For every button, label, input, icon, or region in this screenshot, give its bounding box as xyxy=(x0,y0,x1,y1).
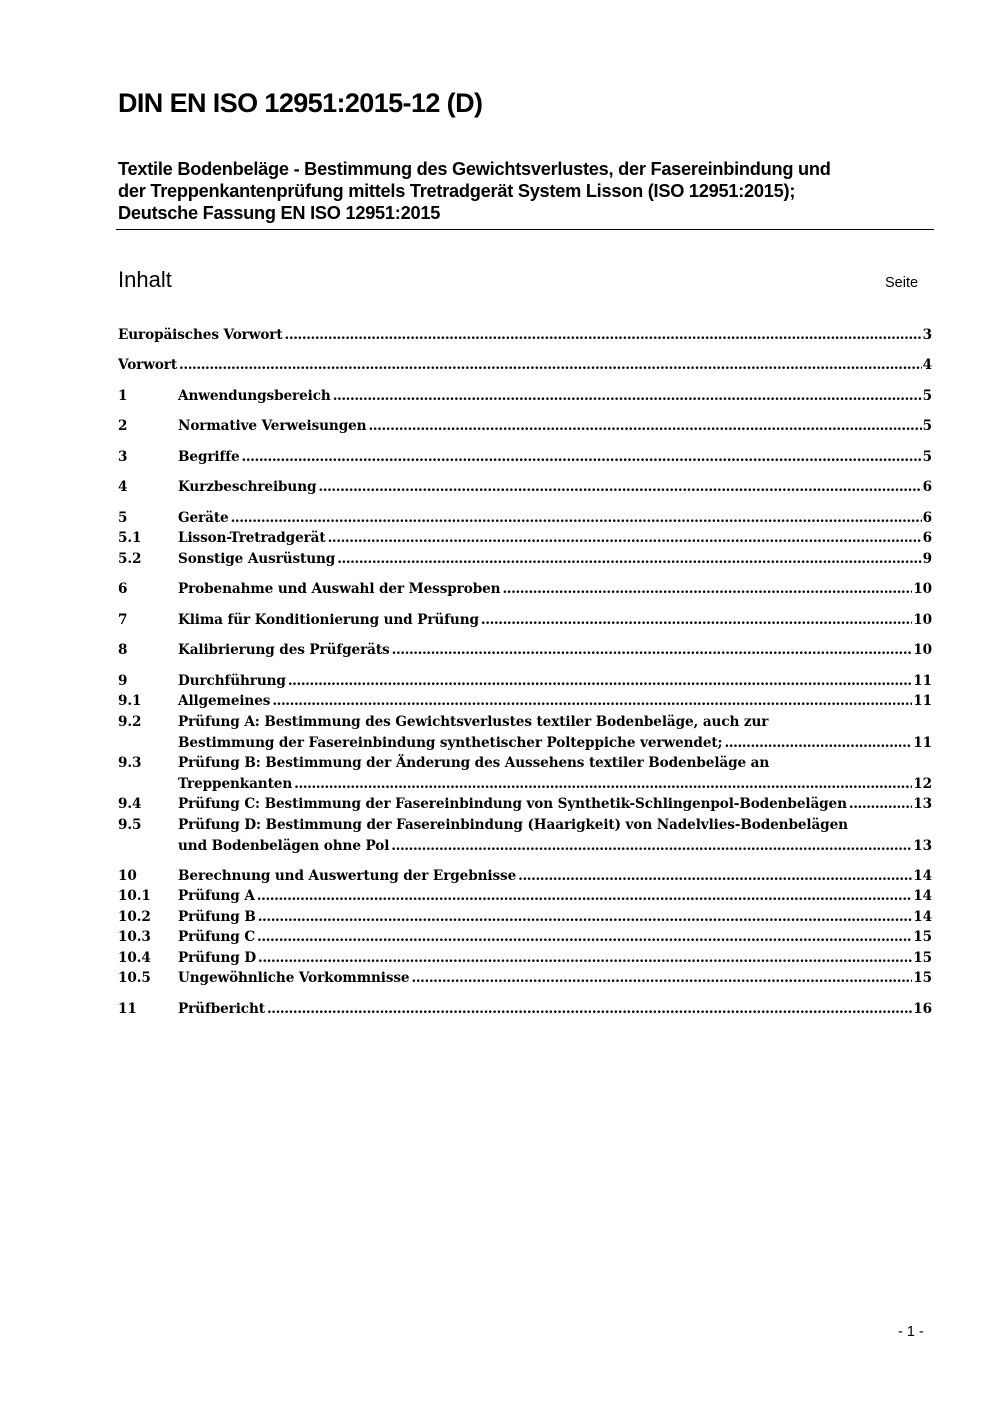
toc-entry-number: 9.1 xyxy=(118,693,142,709)
toc-dot-leader xyxy=(242,447,922,468)
toc-dot-leader xyxy=(502,579,912,600)
toc-heading: Inhalt xyxy=(118,267,172,292)
toc-entry-number: 5.1 xyxy=(118,530,142,546)
toc-entry-page: 14 xyxy=(913,888,932,904)
toc-dot-leader xyxy=(272,691,912,712)
toc-entry-page: 5 xyxy=(922,388,932,404)
toc-entry-page: 14 xyxy=(913,868,932,884)
toc-entry-title: Klima für Konditionierung und Prüfung xyxy=(178,612,479,628)
toc-entry-title-first-line: Prüfung B: Bestimmung der Änderung des Aussehens textiler Bodenbeläge an xyxy=(178,755,770,771)
toc-dot-leader xyxy=(849,794,912,815)
toc-dot-leader xyxy=(257,886,913,907)
toc-dot-leader xyxy=(231,508,922,529)
toc-entry[interactable] xyxy=(118,549,932,570)
toc-dot-leader xyxy=(392,640,913,661)
toc-entry[interactable] xyxy=(118,610,932,631)
toc-entry-page: 5 xyxy=(922,449,932,465)
toc-entry-page: 16 xyxy=(913,1001,932,1017)
toc-entry-title: Vorwort xyxy=(118,357,178,373)
toc-entry-page: 4 xyxy=(922,357,932,373)
toc-entry-title: Kurzbeschreibung xyxy=(178,479,317,495)
toc-entry-number: 9.5 xyxy=(118,817,142,833)
toc-entry[interactable] xyxy=(118,753,932,794)
toc-entry-title: Prüfbericht xyxy=(178,1001,265,1017)
toc-dot-leader xyxy=(285,325,922,346)
toc-entry[interactable] xyxy=(118,386,932,407)
toc-entry-number: 10.5 xyxy=(118,970,151,986)
toc-dot-leader xyxy=(258,907,913,928)
subtitle-line: der Treppenkantenprüfung mittels Tretradgerät System Lisson (ISO 12951:2015); xyxy=(118,181,796,201)
toc-entry-number: 9.2 xyxy=(118,714,142,730)
toc-entry[interactable] xyxy=(118,948,932,969)
toc-entry[interactable] xyxy=(118,528,932,549)
toc-entry-title: Begriffe xyxy=(178,449,240,465)
toc-entry-title: Normative Verweisungen xyxy=(178,418,367,434)
toc-entry-number: 8 xyxy=(118,642,128,658)
subtitle-line: Deutsche Fassung EN ISO 12951:2015 xyxy=(118,203,441,223)
page-column-label: Seite xyxy=(885,275,919,291)
toc-entry-number: 10.3 xyxy=(118,929,151,945)
toc-entry-number: 5.2 xyxy=(118,551,142,567)
toc-entry-page: 11 xyxy=(913,734,932,751)
toc-entry-number: 10 xyxy=(118,868,137,884)
toc-entry-number: 1 xyxy=(118,388,128,404)
toc-dot-leader xyxy=(481,610,912,631)
toc-entry-title: Prüfung D xyxy=(178,950,257,966)
toc-entry[interactable] xyxy=(118,508,932,529)
document-title: DIN EN ISO 12951:2015-12 (D) xyxy=(118,88,483,118)
toc-entry[interactable] xyxy=(118,325,932,346)
toc-entry-page: 11 xyxy=(913,693,932,709)
toc-entry-title-first-line: Prüfung A: Bestimmung des Gewichtsverlustes textiler Bodenbeläge, auch zur xyxy=(178,714,769,730)
toc-dot-leader xyxy=(294,774,912,795)
toc-entry-page: 11 xyxy=(913,673,932,689)
toc-entry-page: 15 xyxy=(913,929,932,945)
toc-entry[interactable] xyxy=(118,866,932,887)
toc-entry[interactable] xyxy=(118,999,932,1020)
toc-entry-page: 10 xyxy=(913,642,932,658)
toc-dot-leader xyxy=(337,549,921,570)
toc-entry-title: Ungewöhnliche Vorkommnisse xyxy=(178,970,410,986)
toc-entry[interactable] xyxy=(118,907,932,928)
toc-entry-page: 6 xyxy=(922,530,932,546)
toc-dot-leader xyxy=(518,866,912,887)
toc-entry-title: Treppenkanten xyxy=(178,775,293,792)
toc-entry-number: 6 xyxy=(118,581,128,597)
toc-entry-title: Geräte xyxy=(178,510,229,526)
toc-dot-leader xyxy=(333,386,922,407)
toc-dot-leader xyxy=(179,355,922,376)
toc-entry-number: 9 xyxy=(118,673,128,689)
toc-entry-page: 14 xyxy=(913,909,932,925)
toc-entry-title-first-line: Prüfung D: Bestimmung der Fasereinbindung (Haarigkeit) von Nadelvlies-Bodenbelägen xyxy=(178,817,848,833)
toc-entry[interactable] xyxy=(118,477,932,498)
toc-entry[interactable] xyxy=(118,640,932,661)
toc-entry[interactable] xyxy=(118,579,932,600)
toc-entry-title: Sonstige Ausrüstung xyxy=(178,551,336,567)
toc-entry[interactable] xyxy=(118,927,932,948)
toc-entry[interactable] xyxy=(118,712,932,753)
toc-entry-page: 15 xyxy=(913,950,932,966)
toc-entry-page: 10 xyxy=(913,612,932,628)
toc-entry-title: Prüfung C xyxy=(178,929,256,945)
toc-entry[interactable] xyxy=(118,886,932,907)
toc-entry-number: 11 xyxy=(118,1001,137,1017)
toc-entry-title: Allgemeines xyxy=(178,693,271,709)
toc-entry-title: Anwendungsbereich xyxy=(178,388,331,404)
toc-entry-number: 4 xyxy=(118,479,128,495)
toc-entry-page: 3 xyxy=(922,327,932,343)
toc-entry-page: 9 xyxy=(922,551,932,567)
toc-dot-leader xyxy=(391,836,912,857)
page-number: - 1 - xyxy=(898,1324,924,1340)
toc-entry-number: 9.3 xyxy=(118,755,142,771)
toc-entry-page: 13 xyxy=(913,837,932,854)
toc-entry-number: 10.1 xyxy=(118,888,151,904)
toc-entry[interactable] xyxy=(118,815,932,856)
toc-entry-title: Bestimmung der Fasereinbindung synthetischer Polteppiche verwendet; xyxy=(178,734,723,751)
toc-dot-leader xyxy=(257,927,912,948)
toc-entry[interactable] xyxy=(118,416,932,437)
toc-entry[interactable] xyxy=(118,794,932,815)
toc-entry-page: 13 xyxy=(913,796,932,812)
toc-entry-title: Berechnung und Auswertung der Ergebnisse xyxy=(178,868,517,884)
toc-entry-number: 10.2 xyxy=(118,909,151,925)
toc-dot-leader xyxy=(267,999,912,1020)
toc-dot-leader xyxy=(368,416,921,437)
toc-entry-title: Probenahme und Auswahl der Messproben xyxy=(178,581,501,597)
toc-entry[interactable] xyxy=(118,447,932,468)
toc-entry-number: 5 xyxy=(118,510,128,526)
toc-entry-number: 10.4 xyxy=(118,950,151,966)
toc-entry-title: Prüfung A xyxy=(178,888,255,904)
toc-entry-title: Prüfung C: Bestimmung der Fasereinbindung von Synthetik-Schlingenpol-Bodenbelägen xyxy=(178,796,847,812)
toc-entry-title: Prüfung B xyxy=(178,909,256,925)
toc-entry-title: und Bodenbelägen ohne Pol xyxy=(178,837,390,854)
subtitle-line: Textile Bodenbeläge - Bestimmung des Gewichtsverlustes, der Fasereinbindung und xyxy=(118,159,831,179)
toc-entry-page: 15 xyxy=(913,970,932,986)
toc-entry-title: Lisson-Tretradgerät xyxy=(178,530,326,546)
toc-entry-page: 10 xyxy=(913,581,932,597)
toc-dot-leader xyxy=(318,477,921,498)
toc-dot-leader xyxy=(328,528,922,549)
toc-entry-title: Europäisches Vorwort xyxy=(118,327,283,343)
toc-entry[interactable] xyxy=(118,671,932,692)
toc-entry[interactable] xyxy=(118,691,932,712)
toc-dot-leader xyxy=(724,733,912,754)
toc-entry-number: 7 xyxy=(118,612,128,628)
toc-entry-title: Durchführung xyxy=(178,673,286,689)
toc-entry-number: 2 xyxy=(118,418,128,434)
toc-entry-number: 3 xyxy=(118,449,128,465)
toc-entry-number: 9.4 xyxy=(118,796,142,812)
toc-entry-title: Kalibrierung des Prüfgeräts xyxy=(178,642,390,658)
toc-entry-page: 5 xyxy=(922,418,932,434)
toc-entry-page: 6 xyxy=(922,479,932,495)
toc-dot-leader xyxy=(288,671,912,692)
toc-dot-leader xyxy=(258,948,912,969)
toc-dot-leader xyxy=(411,968,912,989)
toc-entry[interactable] xyxy=(118,355,932,376)
toc-entry-page: 6 xyxy=(922,510,932,526)
toc-entry[interactable] xyxy=(118,968,932,989)
toc-entry-page: 12 xyxy=(913,775,932,792)
